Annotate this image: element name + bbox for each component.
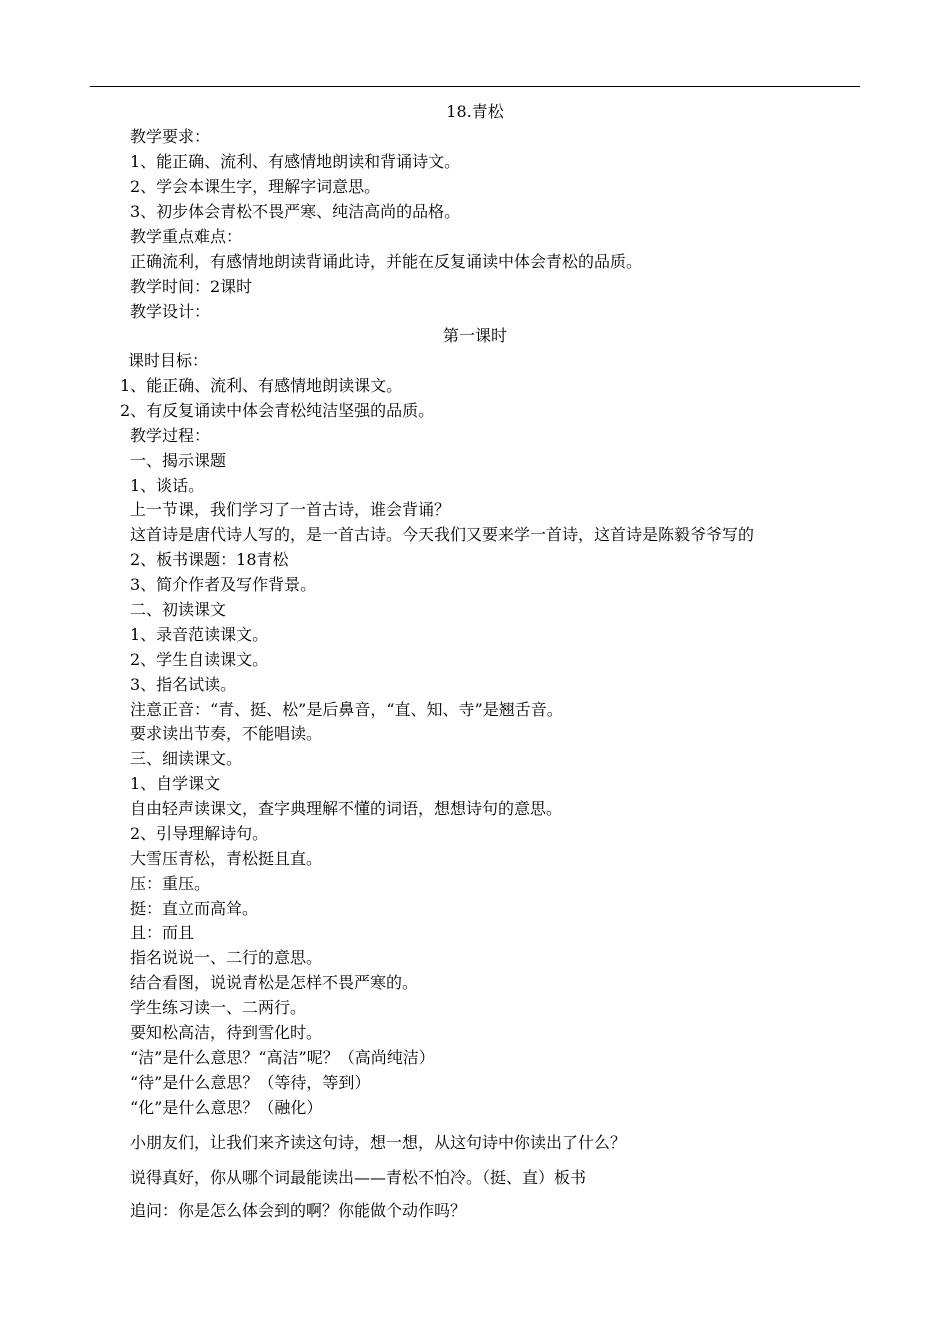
text-line: 1、能正确、流利、有感情地朗读和背诵诗文。 [130, 152, 461, 171]
text-line: 指名说说一、二行的意思。 [130, 948, 323, 967]
text-line: 上一节课，我们学习了一首古诗，谁会背诵？ [130, 500, 451, 519]
text-line: 三、细读课文。 [130, 749, 243, 768]
text-line: 课时目标： [128, 351, 209, 370]
text-line: 大雪压青松，青松挺且直。 [130, 849, 323, 868]
text-line: 要求读出节奏，不能唱读。 [130, 724, 323, 743]
text-line: 2、有反复诵读中体会青松纯洁坚强的品质。 [120, 401, 435, 420]
text-line: 教学时间：2课时 [130, 277, 253, 296]
text-line: 2、板书课题：18青松 [130, 550, 289, 569]
text-line: 2、引导理解诗句。 [130, 824, 269, 843]
text-line: 追问：你是怎么体会到的啊？你能做个动作吗？ [130, 1201, 467, 1220]
text-line: 3、指名试读。 [130, 675, 237, 694]
text-line: 1、自学课文 [130, 774, 221, 793]
text-line: 一、揭示课题 [130, 451, 227, 470]
text-line: “化”是什么意思？（融化） [130, 1098, 323, 1117]
text-line: 1、谈话。 [130, 476, 205, 495]
text-line: 且：而且 [130, 923, 195, 942]
text-line: 说得真好，你从哪个词最能读出——青松不怕冷。（挺、直）板书 [130, 1168, 587, 1187]
text-line: 压：重压。 [130, 874, 211, 893]
section-heading: 第一课时 [442, 326, 507, 345]
text-line: 1、录音范读课文。 [130, 625, 269, 644]
text-line: 3、初步体会青松不畏严寒、纯洁高尚的品格。 [130, 202, 461, 221]
text-line: 1、能正确、流利、有感情地朗读课文。 [120, 376, 403, 395]
text-line: “待”是什么意思？（等待，等到） [130, 1073, 371, 1092]
text-line: 结合看图，说说青松是怎样不畏严寒的。 [130, 973, 419, 992]
text-line: 教学过程： [130, 426, 211, 445]
text-line: 教学重点难点： [130, 227, 243, 246]
document-title: 18.青松 [446, 102, 504, 121]
text-line: 2、学会本课生字，理解字词意思。 [130, 177, 381, 196]
text-line: 学生练习读一、二两行。 [130, 998, 307, 1017]
text-line: 教学要求： [130, 127, 211, 146]
text-line: 二、初读课文 [130, 600, 227, 619]
text-line: 这首诗是唐代诗人写的，是一首古诗。今天我们又要来学一首诗，这首诗是陈毅爷爷写的 [130, 525, 755, 544]
text-line: 小朋友们，让我们来齐读这句诗，想一想，从这句诗中你读出了什么？ [130, 1133, 627, 1152]
text-line: 自由轻声读课文，查字典理解不懂的词语，想想诗句的意思。 [130, 799, 563, 818]
text-line: 教学设计： [130, 302, 211, 321]
text-line: 挺：直立而高耸。 [130, 899, 259, 918]
text-line: 2、学生自读课文。 [130, 650, 269, 669]
text-line: 注意正音：“青、挺、松”是后鼻音，“直、知、寺”是翘舌音。 [130, 700, 563, 719]
text-line: 3、简介作者及写作背景。 [130, 575, 317, 594]
text-line: 正确流利，有感情地朗读背诵此诗，并能在反复诵读中体会青松的品质。 [130, 252, 643, 271]
text-line: 要知松高洁，待到雪化时。 [130, 1023, 323, 1042]
header-rule [90, 86, 860, 87]
text-line: “洁”是什么意思？“高洁”呢？（高尚纯洁） [130, 1048, 435, 1067]
